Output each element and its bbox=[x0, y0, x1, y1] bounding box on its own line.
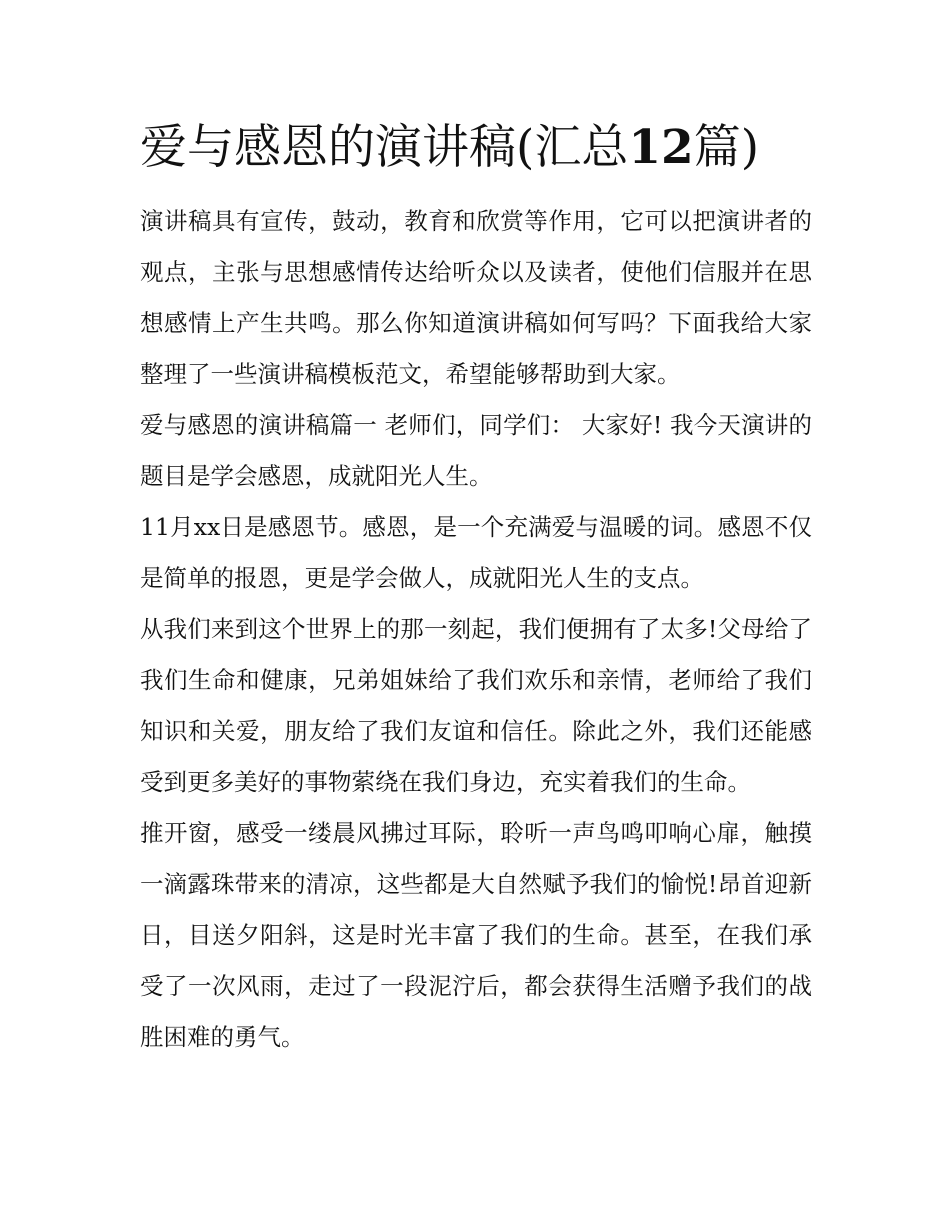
paragraph-intro: 演讲稿具有宣传，鼓动，教育和欣赏等作用，它可以把演讲者的观点，主张与思想感情传达给听众以及读者，使他们信服并在思想感情上产生共鸣。那么你知道演讲稿如何写吗？下面我给大家整理了一些演讲稿模板范文，希望能够帮助到大家。 bbox=[140, 207, 812, 388]
paragraph-gifts: 从我们来到这个世界上的那一刻起，我们便拥有了太多!父母给了我们生命和健康，兄弟姐妹给了我们欢乐和亲情，老师给了我们知识和关爱，朋友给了我们友谊和信任。除此之外，我们还能感受到更多美好的事物萦绕在我们身边，充实着我们的生命。 bbox=[140, 615, 812, 796]
document-body bbox=[140, 196, 812, 1063]
paragraph-nature: 推开窗，感受一缕晨风拂过耳际，聆听一声鸟鸣叩响心扉，触摸一滴露珠带来的清凉，这些都是大自然赋予我们的愉悦!昂首迎新日，目送夕阳斜，这是时光丰富了我们的生命。甚至，在我们承受了一次风雨，走过了一段泥泞后，都会获得生活赠予我们的战胜困难的勇气。 bbox=[140, 819, 812, 1051]
paragraph-thanksgiving: 11月xx日是感恩节。感恩，是一个充满爱与温暖的词。感恩不仅是简单的报恩，更是学会做人，成就阳光人生的支点。 bbox=[140, 513, 812, 592]
document-title: 爱与感恩的演讲稿(汇总12篇) bbox=[140, 120, 760, 175]
paragraph-greeting: 爱与感恩的演讲稿篇一 老师们，同学们： 大家好! 我今天演讲的题目是学会感恩，成就阳光人生。 bbox=[140, 411, 812, 490]
